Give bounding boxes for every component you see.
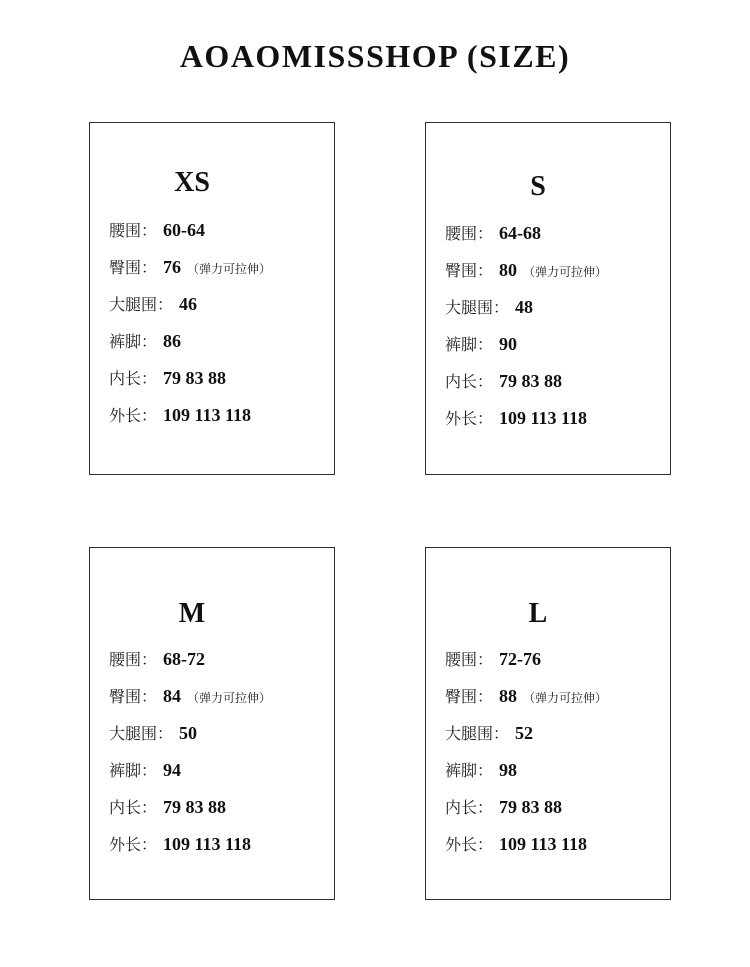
thigh-label: 大腿围：: [109, 724, 174, 743]
inseam-row: [109, 365, 271, 402]
hem-label: 裤脚：: [109, 332, 158, 351]
hem-row: [445, 757, 607, 794]
hip-label: 臀围：: [445, 687, 494, 706]
thigh-label: 大腿围：: [445, 724, 510, 743]
hip-value: 84: [163, 686, 182, 706]
thigh-value: 52: [515, 723, 534, 743]
inseam-row: [445, 794, 607, 831]
page-title: AOAOMISSSHOP (SIZE): [179, 38, 571, 74]
size-card-m: [89, 547, 335, 900]
hip-row: [445, 683, 607, 720]
hem-label: 裤脚：: [109, 761, 158, 780]
outseam-value: 109 113 118: [163, 405, 252, 425]
inseam-label: 内长：: [445, 798, 494, 817]
inseam-value: 79 83 88: [499, 371, 563, 391]
thigh-row: [109, 720, 271, 757]
size-name: XS: [174, 167, 210, 198]
inseam-row: [445, 368, 607, 405]
stretch-note: （弹力可拉伸）: [523, 691, 608, 705]
inseam-label: 内长：: [109, 798, 158, 817]
waist-label: 腰围：: [109, 650, 158, 669]
hem-label: 裤脚：: [445, 335, 494, 354]
size-card-l: [425, 547, 671, 900]
inseam-value: 79 83 88: [163, 368, 227, 388]
size-name: S: [530, 171, 546, 202]
outseam-label: 外长：: [445, 409, 494, 428]
outseam-label: 外长：: [445, 835, 494, 854]
stretch-note: （弹力可拉伸）: [187, 691, 272, 705]
size-name: L: [528, 598, 548, 629]
measurement-list: [445, 646, 607, 868]
hem-value: 86: [163, 331, 182, 351]
waist-row: [445, 646, 607, 683]
thigh-value: 48: [515, 297, 534, 317]
hip-value: 88: [499, 686, 518, 706]
hem-value: 94: [163, 760, 182, 780]
size-card-s: [425, 122, 671, 475]
thigh-row: [109, 291, 271, 328]
waist-row: [445, 220, 607, 257]
thigh-row: [445, 294, 607, 331]
outseam-row: [445, 405, 607, 442]
outseam-row: [109, 402, 271, 439]
inseam-row: [109, 794, 271, 831]
thigh-label: 大腿围：: [445, 298, 510, 317]
waist-value: 60-64: [163, 220, 206, 240]
stretch-note: （弹力可拉伸）: [187, 262, 272, 276]
thigh-value: 46: [179, 294, 198, 314]
stretch-note: （弹力可拉伸）: [523, 265, 608, 279]
thigh-row: [445, 720, 607, 757]
hip-row: [109, 254, 271, 291]
hip-label: 臀围：: [109, 687, 158, 706]
inseam-value: 79 83 88: [499, 797, 563, 817]
hip-label: 臀围：: [109, 258, 158, 277]
hem-value: 98: [499, 760, 518, 780]
outseam-value: 109 113 118: [163, 834, 252, 854]
waist-row: [109, 646, 271, 683]
hem-row: [109, 328, 271, 365]
hem-row: [445, 331, 607, 368]
inseam-label: 内长：: [445, 372, 494, 391]
size-card-xs: [89, 122, 335, 475]
hip-value: 76: [163, 257, 182, 277]
hem-value: 90: [499, 334, 518, 354]
waist-label: 腰围：: [445, 650, 494, 669]
inseam-value: 79 83 88: [163, 797, 227, 817]
measurement-list: [109, 217, 271, 439]
thigh-label: 大腿围：: [109, 295, 174, 314]
measurement-list: [109, 646, 271, 868]
outseam-value: 109 113 118: [499, 834, 588, 854]
waist-label: 腰围：: [445, 224, 494, 243]
size-name: M: [178, 598, 206, 629]
waist-value: 72-76: [499, 649, 542, 669]
waist-value: 64-68: [499, 223, 542, 243]
hem-row: [109, 757, 271, 794]
hip-label: 臀围：: [445, 261, 494, 280]
measurement-list: [445, 220, 607, 442]
waist-label: 腰围：: [109, 221, 158, 240]
hip-value: 80: [499, 260, 518, 280]
inseam-label: 内长：: [109, 369, 158, 388]
outseam-label: 外长：: [109, 835, 158, 854]
thigh-value: 50: [179, 723, 198, 743]
waist-row: [109, 217, 271, 254]
hip-row: [109, 683, 271, 720]
outseam-label: 外长：: [109, 406, 158, 425]
outseam-row: [109, 831, 271, 868]
outseam-value: 109 113 118: [499, 408, 588, 428]
hip-row: [445, 257, 607, 294]
outseam-row: [445, 831, 607, 868]
waist-value: 68-72: [163, 649, 206, 669]
hem-label: 裤脚：: [445, 761, 494, 780]
